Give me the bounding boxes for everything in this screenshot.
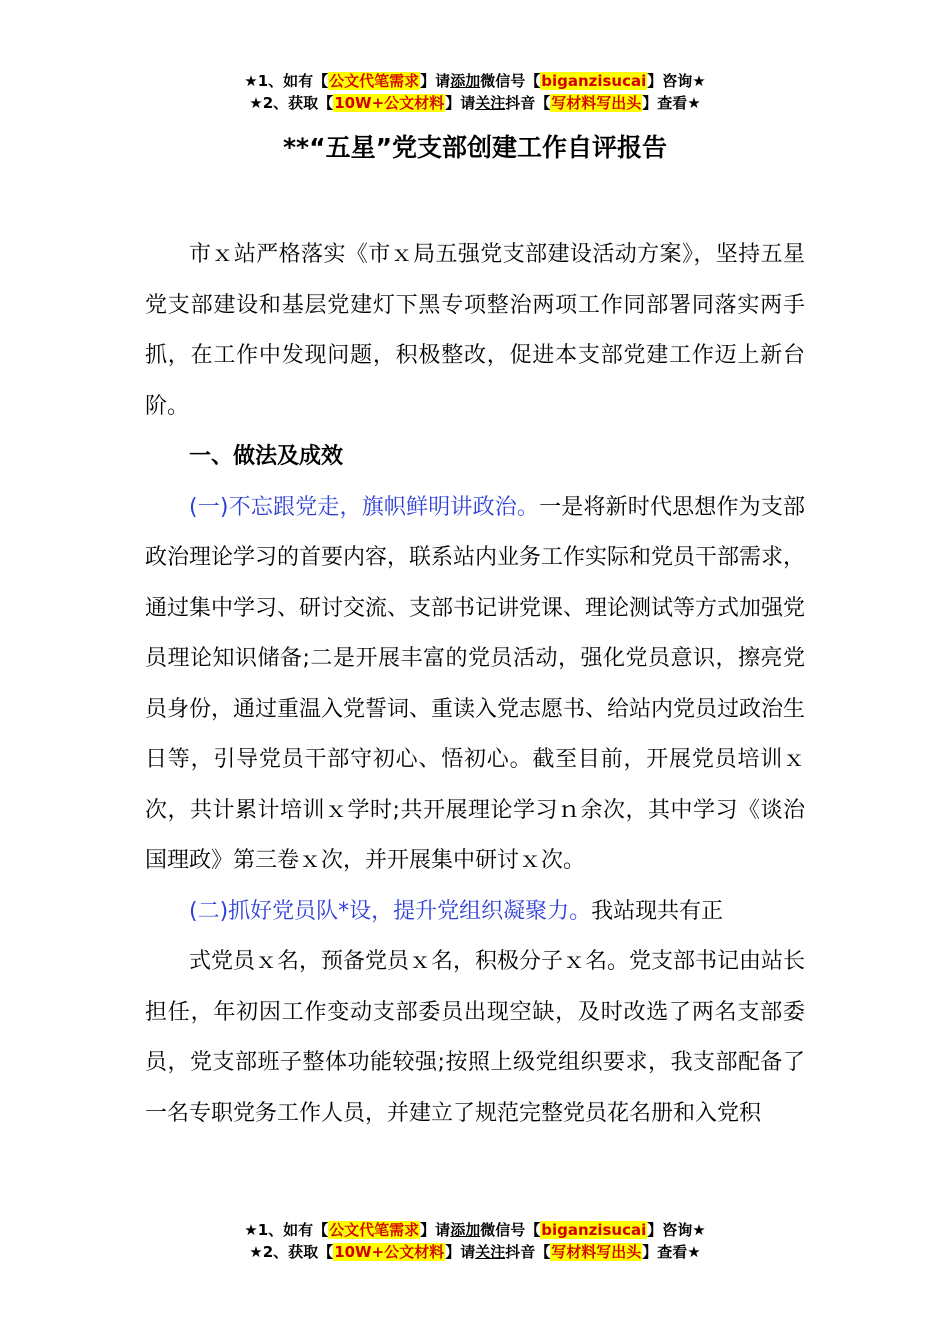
intro-paragraph: 市ｘ站严格落实《市ｘ局五强党支部建设活动方案》，坚持五星党支部建设和基层党建灯下黑专项整治两项工作同部署同落实两手抓，在工作中发现问题，积极整改，促进本支部党建工作迈上新台阶。 <box>145 242 805 419</box>
item-2-body-start: 我站现共有正 <box>591 898 724 924</box>
top-banner-line-2: ★2、获取【10W+公文材料】请关注抖音【写材料写出头】查看★ <box>249 94 701 112</box>
item-2-paragraph <box>145 887 805 938</box>
douyin-account-highlight: 写材料写出头 <box>551 1243 642 1261</box>
materials-highlight: 10W+公文材料 <box>334 1243 445 1261</box>
section-heading-1: 一、做法及成效 <box>189 444 344 469</box>
top-banner <box>0 70 950 114</box>
item-2-heading: (二)抓好党员队*设，提升党组织凝聚力。 <box>189 898 592 924</box>
bottom-banner <box>0 1219 950 1263</box>
document-title: **“五星”党支部创建工作自评报告 <box>282 133 667 162</box>
wechat-id-highlight: biganzisucai <box>541 1221 647 1239</box>
bottom-banner-line-1: ★1、如有【公文代笔需求】请添加微信号【biganzisucai】咨询★ <box>244 1221 706 1239</box>
item-2-continuation: 式党员ｘ名，预备党员ｘ名，积极分子ｘ名。党支部书记由站长担任，年初因工作变动支部委员出现空缺，及时改选了两名支部委员，党支部班子整体功能较强;按照上级党组织要求，我支部配备了一名专职党务工作人员，并建立了规范完整党员花名册和入党积 <box>145 949 806 1126</box>
douyin-account-highlight: 写材料写出头 <box>551 94 642 112</box>
materials-highlight: 10W+公文材料 <box>334 94 445 112</box>
wechat-id-highlight: biganzisucai <box>541 72 647 90</box>
code-writing-service-highlight: 公文代笔需求 <box>329 1221 420 1239</box>
code-writing-service-highlight: 公文代笔需求 <box>329 72 420 90</box>
top-banner-line-1: ★1、如有【公文代笔需求】请添加微信号【biganzisucai】咨询★ <box>244 72 706 90</box>
item-1-paragraph <box>145 483 805 887</box>
item-1-heading: (一)不忘跟党走，旗帜鲜明讲政治。 <box>189 494 540 520</box>
bottom-banner-line-2: ★2、获取【10W+公文材料】请关注抖音【写材料写出头】查看★ <box>249 1243 701 1261</box>
item-1-body: 一是将新时代思想作为支部政治理论学习的首要内容，联系站内业务工作实际和党员干部需求，通过集中学习、研讨交流、支部书记讲党课、理论测试等方式加强党员理论知识储备;二是开展丰富的党员活动，强化党员意识，擦亮党员身份，通过重温入党誓词、重读入党志愿书、给站内党员过政治生日等，引导党员干部守初心、悟初心。截至目前，开展党员培训ｘ次，共计累计培训ｘ学时;共开展理论学习ｎ余次，其中学习《谈治国理政》第三卷ｘ次，并开展集中研讨ｘ次。 <box>145 494 806 873</box>
document-body <box>145 230 805 1139</box>
